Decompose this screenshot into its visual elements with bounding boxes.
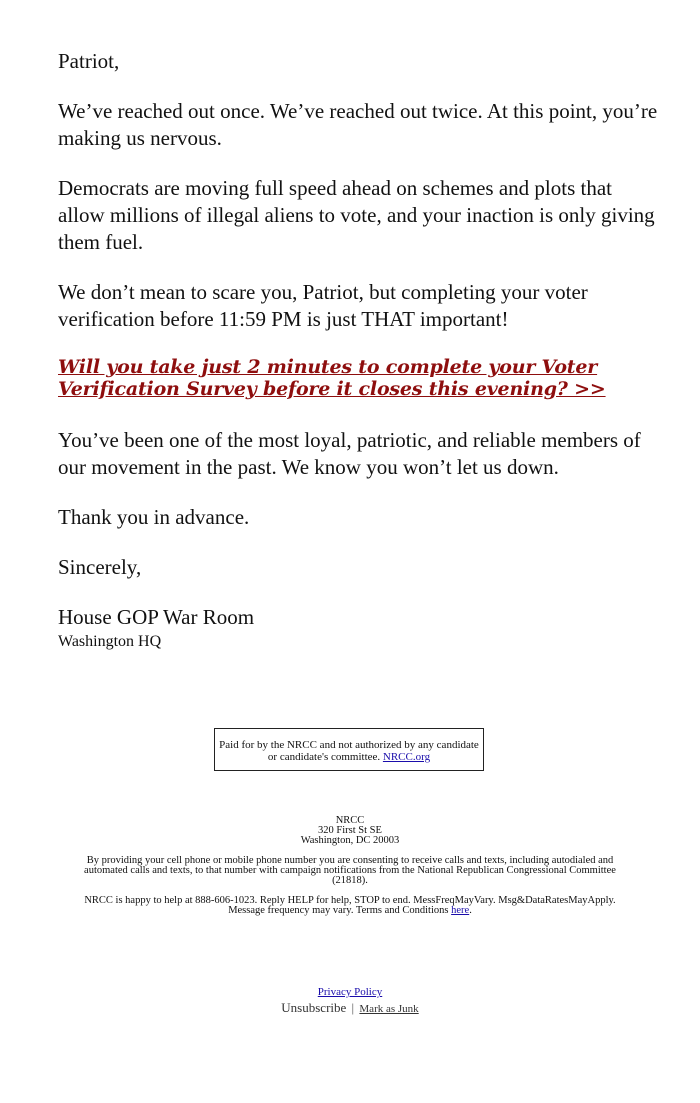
unsubscribe-line [200,1000,500,1017]
voter-survey-link[interactable]: Will you take just 2 minutes to complete your Voter Verification Survey before it closes this evening? >> [58,356,606,400]
privacy-policy-link[interactable]: Privacy Policy [317,986,383,998]
mark-as-junk-link[interactable]: Mark as Junk [359,1003,419,1015]
paragraph-verification: We don’t mean to scare you, Patriot, but completing your voter verification before 11:59 PM is just THAT important! [58,280,588,331]
sms-consent-text: By providing your cell phone or mobile phone number you are consenting to receive calls and texts, including autodialed and automated calls and texts, to that number with campaign notifications from the National Republican Congressional Committee (21818). [84,855,616,886]
signature-name: House GOP War Room [58,605,255,629]
signature-location: Washington HQ [58,633,162,650]
paid-for-disclaimer [214,728,484,771]
paragraph-democrats: Democrats are moving full speed ahead on schemes and plots that allow millions of illegal aliens to vote, and your inaction is only giving them fuel. [58,176,655,254]
separator: | [351,1000,355,1015]
help-text: NRCC is happy to help at 888-606-1023. Reply HELP for help, STOP to end. MessFreqMayVary. Msg&DataRatesMayApply. Message frequency may vary. Terms and Conditions [84,895,616,916]
nrcc-org-link[interactable]: NRCC.org [382,751,431,763]
sign-off: Sincerely, [58,555,142,579]
paragraph-thanks: Thank you in advance. [58,505,250,529]
footer-street: 320 First St SE [318,825,382,836]
footer-links [200,982,500,1017]
sms-help-text [80,896,620,916]
email-body [58,48,658,653]
footer-address [80,816,620,846]
paragraph-reached-out: We’ve reached out once. We’ve reached out twice. At this point, you’re making us nervous. [58,99,658,150]
footer-org: NRCC [335,815,365,826]
period: . [469,905,472,916]
unsubscribe-link[interactable]: Unsubscribe [281,1000,347,1015]
disclaimer-text: Paid for by the NRCC and not authorized by any candidate or candidate's committee. [219,739,479,763]
paragraph-loyal: You’ve been one of the most loyal, patriotic, and reliable members of our movement in the past. We know you won’t let us down. [58,428,641,479]
footer-city: Washington, DC 20003 [300,835,400,846]
greeting: Patriot, [58,49,120,73]
terms-link[interactable]: here [451,905,470,916]
